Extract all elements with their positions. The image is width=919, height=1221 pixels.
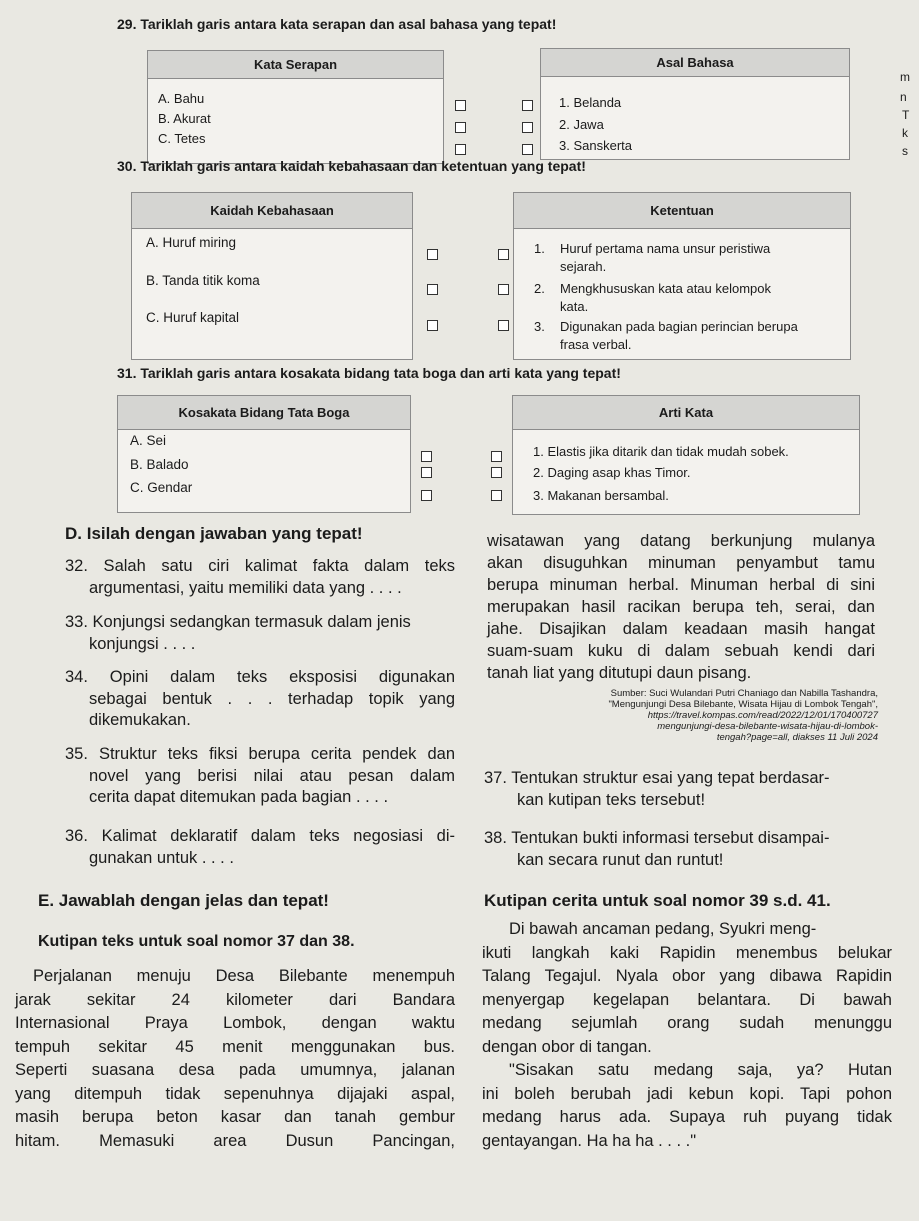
q30-right-item-2-text-2: kata. bbox=[560, 299, 589, 314]
excerpt-cont-line: merupakan hasil racikan berupa teh, serai, dan bbox=[487, 598, 875, 616]
q30-right-item-3-num: 3. bbox=[534, 319, 545, 334]
q31-left-box-c[interactable] bbox=[421, 490, 432, 501]
q30-left-item-a: A. Huruf miring bbox=[146, 235, 237, 250]
excerpt-cont-line: suam-suam kuku di dalam sebuah kendi dari bbox=[487, 642, 875, 660]
q31-left-item-a: A. Sei bbox=[130, 433, 167, 448]
source-citation bbox=[560, 688, 878, 743]
q30-right-item-1-text-2: sejarah. bbox=[560, 259, 607, 274]
q29-left-table bbox=[147, 50, 444, 164]
q29-right-item-2: 2. Jawa bbox=[559, 117, 604, 132]
q31-right-box-3[interactable] bbox=[491, 490, 502, 501]
excerpt-line: jarak sekitar 24 kilometer dari Bandara bbox=[15, 990, 455, 1009]
source-line: Sumber: Suci Wulandari Putri Chaniago dan Nabilla Tashandra, bbox=[610, 688, 878, 699]
q30-left-item-b: B. Tanda titik koma bbox=[146, 273, 260, 288]
section-d-title: D. Isilah dengan jawaban yang tepat! bbox=[65, 524, 363, 543]
q30-left-box-b[interactable] bbox=[427, 284, 438, 295]
q30-right-item-2-num: 2. bbox=[534, 281, 545, 296]
source-link[interactable]: mengunjungi-desa-bilebante-wisata-hijau-di-lombok- bbox=[657, 721, 878, 732]
q38 bbox=[484, 828, 884, 871]
q31-left-item-c: C. Gendar bbox=[130, 480, 193, 495]
q32-line: 32. Salah satu ciri kalimat fakta dalam teks bbox=[65, 557, 455, 575]
story-line: menyergap kegelapan belantara. Di bawah bbox=[482, 990, 892, 1009]
q29-left-title: Kata Serapan bbox=[148, 51, 443, 79]
q30-right-box-1[interactable] bbox=[498, 249, 509, 260]
q30-right-item-3-text-2: frasa verbal. bbox=[560, 337, 632, 352]
excerpt-37-38-title: Kutipan teks untuk soal nomor 37 dan 38. bbox=[38, 933, 355, 950]
story-text bbox=[482, 918, 892, 1153]
q35-line: cerita dapat ditemukan pada bagian . . . . bbox=[89, 788, 389, 806]
q30-heading: 30. Tariklah garis antara kaidah kebahasaan dan ketentuan yang tepat! bbox=[117, 158, 586, 174]
excerpt-cont-line: wisatawan yang datang berkunjung mulanya bbox=[487, 532, 875, 550]
excerpt-continuation bbox=[487, 530, 875, 684]
q29-right-box-1[interactable] bbox=[522, 100, 533, 111]
excerpt-line: hitam. Memasuki area Dusun Pancingan, bbox=[15, 1131, 455, 1150]
excerpt-cont-line: berupa minuman herbal. Minuman herbal di sini bbox=[487, 576, 875, 594]
q29-left-item-c: C. Tetes bbox=[158, 131, 206, 146]
q35 bbox=[65, 744, 455, 809]
excerpt-cont-line: tanah liat yang ditutupi daun pisang. bbox=[487, 664, 752, 682]
q30-right-title: Ketentuan bbox=[514, 193, 850, 229]
q34-line: sebagai bentuk . . . terhadap topik yang bbox=[89, 689, 455, 708]
q33 bbox=[65, 612, 455, 655]
q29-right-box-2[interactable] bbox=[522, 122, 533, 133]
q37-line: 37. Tentukan struktur esai yang tepat berdasar- bbox=[484, 769, 830, 787]
q33-line: konjungsi . . . . bbox=[89, 634, 196, 653]
story-line: "Sisakan satu medang saja, ya? Hutan bbox=[509, 1061, 892, 1079]
q36-line: gunakan untuk . . . . bbox=[89, 848, 234, 867]
q30-right-item-1-num: 1. bbox=[534, 241, 545, 256]
q30-right-item-2-text: Mengkhususkan kata atau kelompok bbox=[560, 281, 772, 296]
q31-left-title: Kosakata Bidang Tata Boga bbox=[118, 396, 410, 430]
source-link[interactable]: https://travel.kompas.com/read/2022/12/01/170400727 bbox=[647, 710, 878, 721]
story-line: Di bawah ancaman pedang, Syukri meng- bbox=[509, 920, 817, 938]
excerpt-cont-line: akan disuguhkan minuman penyambut tamu bbox=[487, 554, 875, 572]
q35-line: 35. Struktur teks fiksi berupa cerita pendek dan bbox=[65, 745, 455, 763]
q30-right-item-1-text: Huruf pertama nama unsur peristiwa bbox=[560, 241, 771, 256]
q30-left-title: Kaidah Kebahasaan bbox=[132, 193, 412, 229]
q29-right-box-3[interactable] bbox=[522, 144, 533, 155]
story-line: dengan obor di tangan. bbox=[482, 1037, 652, 1056]
edge-letter: k bbox=[902, 126, 908, 140]
q32-line: argumentasi, yaitu memiliki data yang . . . . bbox=[89, 578, 402, 597]
q30-left-item-c: C. Huruf kapital bbox=[146, 310, 240, 325]
excerpt-line: Internasional Praya Lombok, dengan waktu bbox=[15, 1014, 455, 1032]
q31-left-item-b: B. Balado bbox=[130, 457, 189, 472]
q32 bbox=[65, 556, 455, 599]
q29-left-box-c[interactable] bbox=[455, 144, 466, 155]
section-e-title: E. Jawablah dengan jelas dan tepat! bbox=[38, 891, 329, 910]
edge-letter: m bbox=[900, 70, 910, 84]
q30-right-table bbox=[513, 192, 851, 360]
source-line: "Mengunjungi Desa Bilebante, Wisata Hijau di Lombok Tengah", bbox=[608, 699, 878, 710]
q34 bbox=[65, 667, 455, 732]
q30-right-box-2[interactable] bbox=[498, 284, 509, 295]
excerpt-line: Seperti suasana desa pada umumnya, jalanan bbox=[15, 1061, 455, 1079]
story-line: medang harus ada. Supaya ruh puyang tidak bbox=[482, 1108, 892, 1126]
q30-left-box-a[interactable] bbox=[427, 249, 438, 260]
q29-left-item-b: B. Akurat bbox=[158, 111, 211, 126]
q31-right-item-2: 2. Daging asap khas Timor. bbox=[533, 465, 691, 480]
q37 bbox=[484, 768, 884, 811]
edge-letter: T bbox=[902, 108, 910, 122]
source-line: tengah?page=all, diakses 11 Juli 2024 bbox=[716, 732, 878, 743]
q34-line: dikemukakan. bbox=[89, 711, 191, 729]
q31-right-table bbox=[512, 395, 860, 515]
q37-line: kan kutipan teks tersebut! bbox=[517, 790, 706, 809]
q31-right-item-3: 3. Makanan bersambal. bbox=[533, 488, 669, 503]
story-line: gentayangan. Ha ha ha . . . ." bbox=[482, 1131, 697, 1150]
excerpt-line: masih berupa beton kasar dan tanah gembur bbox=[15, 1108, 455, 1126]
q29-right-title: Asal Bahasa bbox=[541, 49, 849, 77]
excerpt-37-38-text bbox=[15, 965, 455, 1153]
excerpt-line: yang ditempuh tidak sepenuhnya dijajaki aspal, bbox=[15, 1084, 455, 1103]
q35-line: novel yang berisi nilai atau pesan dalam bbox=[89, 766, 455, 785]
q34-line: 34. Opini dalam teks eksposisi digunakan bbox=[65, 668, 455, 686]
q38-line: kan secara runut dan runtut! bbox=[517, 850, 724, 869]
story-line: ini boleh berubah jadi kebun kopi. Tapi pohon bbox=[482, 1084, 892, 1103]
q29-heading: 29. Tariklah garis antara kata serapan dan asal bahasa yang tepat! bbox=[117, 16, 557, 32]
edge-letter: s bbox=[902, 144, 908, 158]
q29-left-box-b[interactable] bbox=[455, 122, 466, 133]
q36-line: 36. Kalimat deklaratif dalam teks negosiasi di- bbox=[65, 827, 455, 845]
story-line: Talang Tegajul. Nyala obor yang dibawa Rapidin bbox=[482, 967, 892, 985]
excerpt-line: tempuh sekitar 45 menit menggunakan bus. bbox=[15, 1037, 455, 1056]
q31-right-box-2[interactable] bbox=[491, 467, 502, 478]
story-line: medang sejumlah orang sudah menunggu bbox=[482, 1014, 892, 1032]
q31-right-item-1: 1. Elastis jika ditarik dan tidak mudah sobek. bbox=[533, 444, 789, 459]
q30-left-table bbox=[131, 192, 413, 360]
q31-left-table bbox=[117, 395, 411, 513]
q29-right-item-1: 1. Belanda bbox=[559, 95, 622, 110]
q31-heading: 31. Tariklah garis antara kosakata bidang tata boga dan arti kata yang tepat! bbox=[117, 365, 621, 381]
q30-right-box-3[interactable] bbox=[498, 320, 509, 331]
story-line: ikuti langkah kaki Rapidin menembus belukar bbox=[482, 943, 892, 962]
q29-left-item-a: A. Bahu bbox=[158, 91, 205, 106]
q31-left-box-b[interactable] bbox=[421, 467, 432, 478]
q38-line: 38. Tentukan bukti informasi tersebut disampai- bbox=[484, 829, 830, 847]
q29-right-item-3: 3. Sanskerta bbox=[559, 138, 632, 153]
excerpt-line: Perjalanan menuju Desa Bilebante menempuh bbox=[33, 967, 455, 985]
q36 bbox=[65, 826, 455, 869]
q31-left-box-a[interactable] bbox=[421, 451, 432, 462]
q29-right-table bbox=[540, 48, 850, 160]
excerpt-cont-line: jahe. Disajikan dalam keadaan masih hangat bbox=[487, 620, 875, 638]
q31-right-box-1[interactable] bbox=[491, 451, 502, 462]
edge-letter: n bbox=[900, 90, 907, 104]
q33-line: 33. Konjungsi sedangkan termasuk dalam jenis bbox=[65, 613, 411, 631]
q30-left-box-c[interactable] bbox=[427, 320, 438, 331]
excerpt-39-41-title: Kutipan cerita untuk soal nomor 39 s.d. 41. bbox=[484, 891, 831, 910]
q29-left-box-a[interactable] bbox=[455, 100, 466, 111]
q30-right-item-3-text: Digunakan pada bagian perincian berupa bbox=[560, 319, 798, 334]
q31-right-title: Arti Kata bbox=[513, 396, 859, 430]
